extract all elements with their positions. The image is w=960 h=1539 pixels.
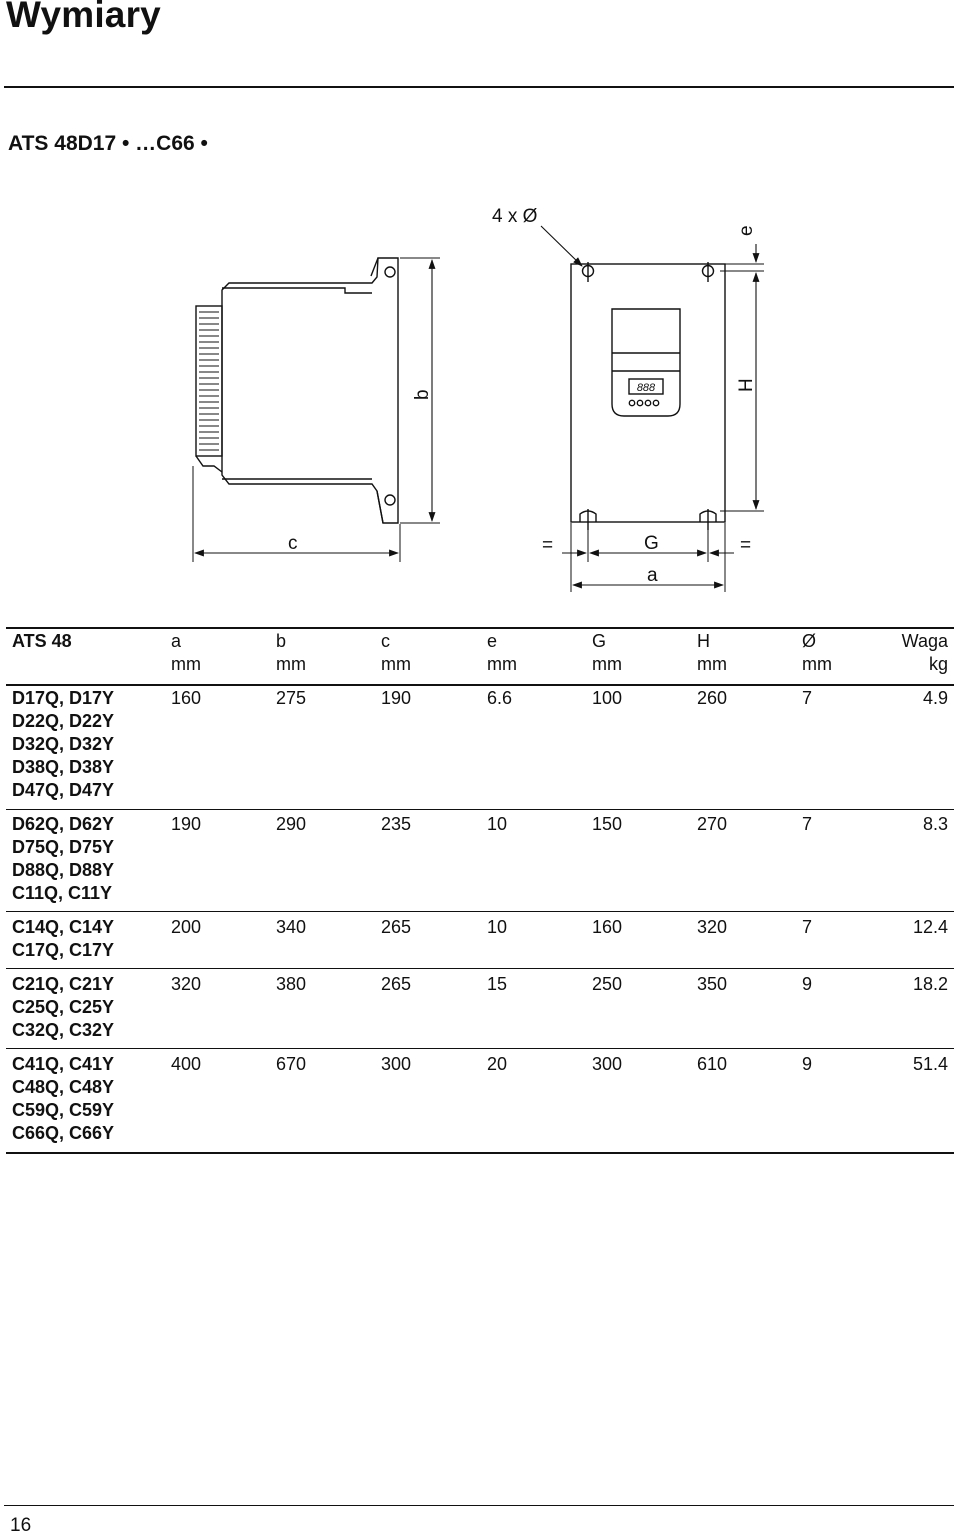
column-unit-G: mm (592, 654, 622, 674)
side-view (193, 258, 440, 562)
row-models: C14Q, C14Y C17Q, C17Y (12, 917, 115, 960)
value-b: 275 (276, 688, 307, 708)
column-header-a: a (171, 631, 182, 651)
column-unit-H: mm (697, 654, 727, 674)
value-H: 350 (697, 974, 728, 994)
column-header-H: H (697, 631, 710, 651)
label-G: G (644, 533, 659, 554)
row-models: C41Q, C41Y C48Q, C48Y C59Q, C59Y C66Q, C66Y (12, 1054, 115, 1143)
value-c: 190 (381, 688, 412, 708)
value-G: 150 (592, 814, 623, 834)
value-weight: 51.4 (912, 1054, 948, 1074)
value-a: 320 (171, 974, 202, 994)
value-a: 160 (171, 688, 202, 708)
value-weight: 8.3 (922, 814, 948, 834)
label-c: c (288, 533, 298, 554)
value-weight: 18.2 (912, 974, 948, 994)
value-G: 100 (592, 688, 623, 708)
value-b: 670 (276, 1054, 307, 1074)
value-G: 300 (592, 1054, 623, 1074)
value-b: 380 (276, 974, 307, 994)
column-unit-diameter: mm (802, 654, 832, 674)
column-unit-c: mm (381, 654, 411, 674)
value-diameter: 7 (802, 814, 813, 834)
row-divider (6, 911, 954, 912)
column-unit-b: mm (276, 654, 306, 674)
value-c: 235 (381, 814, 412, 834)
column-unit-weight: kg (928, 654, 948, 674)
column-unit-e: mm (487, 654, 517, 674)
value-diameter: 9 (802, 974, 813, 994)
heatsink-fins (199, 312, 219, 450)
value-c: 265 (381, 974, 412, 994)
row-divider (6, 809, 954, 810)
section-title: ATS 48D17 • …C66 • (8, 132, 208, 155)
column-unit-a: mm (171, 654, 201, 674)
column-header-weight: Waga (901, 631, 948, 651)
value-diameter: 7 (802, 917, 813, 937)
page-title: Wymiary (6, 0, 161, 35)
table-header-rule (6, 684, 954, 686)
footer-divider (4, 1505, 954, 1506)
value-G: 250 (592, 974, 623, 994)
value-b: 290 (276, 814, 307, 834)
value-e: 10 (487, 814, 508, 834)
row-models: D17Q, D17Y D22Q, D22Y D32Q, D32Y D38Q, D38Y D47Q, D47Y (12, 688, 115, 800)
value-e: 6.6 (487, 688, 513, 708)
value-b: 340 (276, 917, 307, 937)
value-H: 320 (697, 917, 728, 937)
value-c: 300 (381, 1054, 412, 1074)
display-digits: 888 (636, 382, 656, 394)
row-models: C21Q, C21Y C25Q, C25Y C32Q, C32Y (12, 974, 115, 1040)
value-a: 400 (171, 1054, 202, 1074)
value-diameter: 7 (802, 688, 813, 708)
row-divider (6, 968, 954, 969)
value-c: 265 (381, 917, 412, 937)
page-number: 16 (10, 1515, 32, 1536)
row-models: D62Q, D62Y D75Q, D75Y D88Q, D88Y C11Q, C11Y (12, 814, 115, 903)
value-H: 270 (697, 814, 728, 834)
column-header-c: c (381, 631, 390, 651)
column-header-e: e (487, 631, 498, 651)
column-header-b: b (276, 631, 287, 651)
table-header-label: ATS 48 (12, 631, 72, 651)
label-e: e (736, 225, 757, 236)
label-a: a (647, 565, 658, 586)
value-H: 610 (697, 1054, 728, 1074)
value-a: 200 (171, 917, 202, 937)
value-a: 190 (171, 814, 202, 834)
value-weight: 12.4 (912, 917, 948, 937)
label-H: H (736, 378, 757, 392)
label-hole-count: 4 x Ø (492, 206, 538, 227)
value-e: 20 (487, 1054, 508, 1074)
value-e: 10 (487, 917, 508, 937)
column-header-diameter: Ø (802, 631, 817, 651)
label-eq-left: = (542, 535, 554, 556)
label-b: b (412, 389, 433, 400)
table-bottom-rule (6, 1152, 954, 1154)
value-G: 160 (592, 917, 623, 937)
value-H: 260 (697, 688, 728, 708)
row-divider (6, 1048, 954, 1049)
value-weight: 4.9 (922, 688, 948, 708)
table-top-rule (6, 627, 954, 629)
value-e: 15 (487, 974, 508, 994)
column-header-G: G (592, 631, 607, 651)
dimension-drawing (0, 0, 960, 610)
label-eq-right: = (740, 535, 752, 556)
value-diameter: 9 (802, 1054, 813, 1074)
